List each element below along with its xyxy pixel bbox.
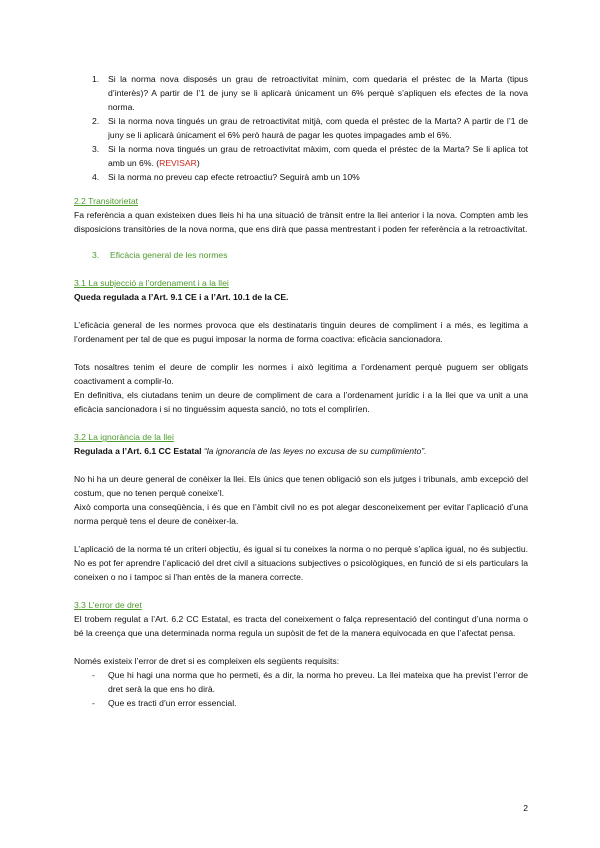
- list-item-text: Si la norma nova tingués un grau de retroactivitat mitjà, com queda el préstec de la Marta? A partir de l’1 de juny se li aplicarà únicament el 6% però haurà de pagar les quotes impagades amb el 6%.: [108, 116, 528, 140]
- heading-label: Eficàcia general de les normes: [110, 250, 228, 260]
- list-item-text: Que hi hagi una norma que ho permeti, és a dir, la norma ho preveu. La llei mateixa que ha previst l’error de dret serà la que ens ho dirà.: [108, 670, 528, 694]
- list-item-text: Que es tracti d’un error essencial.: [108, 698, 237, 708]
- paragraph: El trobem regulat a l’Art. 6.2 CC Estatal, es tracta del coneixement o falça representació del contingut d’una norma o bé la creença que una determinada norma regula un supòsit de fet de la manera equivocada en que l’afectat pensa.: [74, 614, 528, 638]
- paragraph: En definitiva, els ciutadans tenim un deure de compliment de cara a l’ordenament jurídic i a la llei que va unit a una eficàcia sancionadora i si no tinguéssim aquesta sanció, no tots el compliríen.: [74, 390, 528, 414]
- list-number: 4.: [92, 172, 100, 182]
- paragraph: Això comporta una conseqüència, i és que en l’àmbit civil no es pot alegar desconeixement per evitar l’aplicació d’una norma perquè tens el deure de conèixer-la.: [74, 502, 528, 526]
- heading-number: 3.: [92, 250, 100, 260]
- list-item: [74, 170, 528, 184]
- dash-list: [74, 668, 528, 710]
- page-number: 2: [523, 803, 528, 813]
- paragraph: L’aplicació de la norma té un criteri objectiu, és igual si tu coneixes la norma o no perquè s’aplica igual, no és subjectiu. No es pot fer aprendre l’aplicació del dret civil a situacions subjectives o psicològiques, en funció de si els particulars la coneixen o no i tampoc si l’han entès de la manera correcte.: [74, 544, 528, 582]
- list-item: [74, 72, 528, 114]
- list-item: [74, 114, 528, 142]
- quote-text: “la ignorancia de las leyes no excusa de su cumplimiento”.: [201, 446, 427, 456]
- list-item: [74, 668, 528, 696]
- revisar-flag: REVISAR: [159, 158, 197, 168]
- paragraph-lead: [74, 444, 528, 458]
- paragraph: No hi ha un deure general de conèixer la llei. Els únics que tenen obligació son els jutges i tribunals, amb excepció del costum, que no tenen perquè coneixe’l.: [74, 474, 528, 498]
- list-number: 3.: [92, 144, 100, 154]
- lead-text: Regulada a l’Art. 6.1 CC Estatal: [74, 446, 202, 456]
- heading-eficacia: [74, 248, 528, 262]
- section-title-ignorancia: 3.2 La ignorància de la llei: [74, 432, 174, 442]
- list-item-text-end: ): [196, 158, 200, 168]
- paragraph: L’eficàcia general de les normes provoca que els destinataris tinguin deures de compliment i a més, es legitima a l’ordenament per tal de que es pugui imposar la norma de forma coactiva: eficàcia sancionadora.: [74, 320, 528, 344]
- list-item: [74, 142, 528, 170]
- paragraph: Fa referència a quan existeixen dues lleis hi ha una situació de trànsit entre la llei anterior i la nova. Compten amb les disposicions transitòries de la nova norma, que ens dirà que passa mentrestant i poden fer referència a la retroactivitat.: [74, 210, 528, 234]
- list-item: [74, 696, 528, 710]
- paragraph: Només existeix l’error de dret si es compleixen els següents requisits:: [74, 656, 340, 666]
- numbered-list: [74, 72, 528, 184]
- list-item-text: Si la norma nova disposés un grau de retroactivitat mínim, com quedaria el préstec de la Marta (tipus d’interès)? A partir de l’1 de juny se li aplicarà únicament un 6% perquè s’apliquen els efectes de la nova norma.: [108, 74, 528, 112]
- section-title-transitorietat: 2.2 Transitorietat: [74, 196, 139, 206]
- section-title-error-de-dret: 3.3 L’error de dret: [74, 600, 142, 610]
- dash-bullet: -: [92, 698, 95, 708]
- list-item-text: Si la norma no preveu cap efecte retroactiu? Seguirà amb un 10%: [108, 172, 360, 182]
- list-number: 1.: [92, 74, 100, 84]
- list-number: 2.: [92, 116, 100, 126]
- list-item-text: Si la norma nova tingués un grau de retroactivitat màxim, com queda el préstec de la Marta? Se li aplica tot amb un 6%. (: [108, 144, 528, 168]
- section-title-subjeccio: 3.1 La subjecció a l’ordenament i a la llei: [74, 278, 229, 288]
- document-page: [74, 72, 528, 710]
- paragraph: Tots nosaltres tenim el deure de complir les normes i això legitima a l’ordenament perquè puguem ser obligats coactivament a complir-lo.: [74, 362, 528, 386]
- dash-bullet: -: [92, 670, 95, 680]
- paragraph-lead: Queda regulada a l’Art. 9.1 CE i a l’Art. 10.1 de la CE.: [74, 292, 289, 302]
